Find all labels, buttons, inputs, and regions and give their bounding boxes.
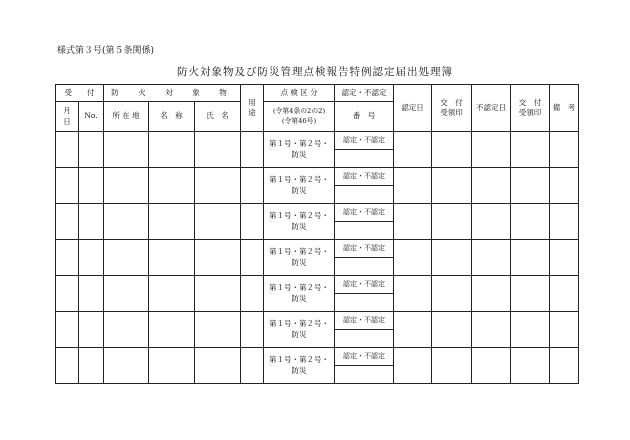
cell-nintei-funintei: 認定・不認定	[335, 168, 394, 186]
header-uketsuke: 受 付	[56, 85, 104, 102]
header-koufu-2	[511, 85, 550, 132]
cell-nintei-date[interactable]	[394, 348, 432, 384]
table-row	[56, 276, 579, 294]
cell-youto[interactable]	[241, 240, 264, 276]
tenken-kubun-line2: 防災	[291, 365, 307, 375]
cell-meishou[interactable]	[149, 204, 195, 240]
header-koufu-1	[432, 85, 472, 132]
cell-bikou[interactable]	[550, 132, 579, 168]
header-month: 月	[63, 106, 71, 116]
cell-nintei-date[interactable]	[394, 132, 432, 168]
table-row	[56, 240, 579, 258]
header-shozaichi: 所 在 地	[104, 102, 149, 132]
cell-shimei[interactable]	[195, 276, 241, 312]
cell-funintei-date[interactable]	[472, 204, 511, 240]
cell-month-day[interactable]	[56, 348, 79, 384]
cell-koufu-2[interactable]	[511, 348, 550, 384]
header-youto-top: 用	[248, 97, 256, 107]
cell-meishou[interactable]	[149, 348, 195, 384]
cell-koufu-2[interactable]	[511, 276, 550, 312]
cell-shimei[interactable]	[195, 240, 241, 276]
cell-koufu-1[interactable]	[432, 312, 472, 348]
cell-youto[interactable]	[241, 204, 264, 240]
tenken-kubun-line1: 第１号・第２号・	[269, 355, 330, 365]
header-no: No.	[79, 102, 104, 132]
header-koufu-1-top: 交 付	[440, 97, 463, 107]
tenken-kubun-line1: 第１号・第２号・	[269, 319, 330, 329]
cell-nintei-funintei: 認定・不認定	[335, 276, 394, 294]
header-koufu-2-top: 交 付	[518, 97, 542, 107]
cell-shozaichi[interactable]	[104, 276, 149, 312]
cell-month-day[interactable]	[56, 204, 79, 240]
cell-bikou[interactable]	[550, 168, 579, 204]
cell-nintei-date[interactable]	[394, 276, 432, 312]
cell-koufu-1[interactable]	[432, 348, 472, 384]
cell-shozaichi[interactable]	[104, 204, 149, 240]
cell-shimei[interactable]	[195, 312, 241, 348]
cell-koufu-2[interactable]	[511, 312, 550, 348]
cell-youto[interactable]	[241, 168, 264, 204]
cell-funintei-date[interactable]	[472, 276, 511, 312]
header-meishou: 名 称	[149, 102, 195, 132]
cell-youto[interactable]	[241, 132, 264, 168]
cell-no[interactable]	[79, 348, 104, 384]
header-bouka-taishoubutsu: 防 火 対 象 物	[104, 85, 241, 102]
header-koufu-1-bottom: 受領印	[440, 108, 463, 117]
table-row	[56, 132, 579, 150]
table-row	[56, 204, 579, 222]
cell-bikou[interactable]	[550, 240, 579, 276]
cell-tenken-kubun	[264, 348, 335, 384]
cell-bangou[interactable]	[335, 366, 394, 384]
cell-nintei-date[interactable]	[394, 312, 432, 348]
cell-tenken-kubun	[264, 240, 335, 276]
cell-no[interactable]	[79, 168, 104, 204]
tenken-kubun-line2: 防災	[291, 293, 307, 303]
cell-month-day[interactable]	[56, 276, 79, 312]
tenken-kubun-line2: 防災	[291, 149, 307, 159]
cell-shozaichi[interactable]	[104, 240, 149, 276]
header-day: 日	[63, 116, 71, 126]
cell-bangou[interactable]	[335, 222, 394, 240]
cell-shimei[interactable]	[195, 132, 241, 168]
cell-nintei-funintei: 認定・不認定	[335, 204, 394, 222]
cell-month-day[interactable]	[56, 132, 79, 168]
table-row	[56, 348, 579, 366]
cell-month-day[interactable]	[56, 240, 79, 276]
header-tenken-kubun: 点 検 区 分	[264, 85, 335, 102]
cell-bikou[interactable]	[550, 276, 579, 312]
cell-meishou[interactable]	[149, 168, 195, 204]
cell-nintei-funintei: 認定・不認定	[335, 348, 394, 366]
cell-meishou[interactable]	[149, 132, 195, 168]
cell-shozaichi[interactable]	[104, 348, 149, 384]
header-youto-bottom: 途	[248, 108, 256, 117]
header-tenken-sub1: (令第4条の2の2)	[272, 107, 326, 116]
tenken-kubun-line1: 第１号・第２号・	[269, 175, 330, 185]
cell-bangou[interactable]	[335, 258, 394, 276]
cell-tenken-kubun	[264, 312, 335, 348]
cell-shimei[interactable]	[195, 168, 241, 204]
cell-funintei-date[interactable]	[472, 168, 511, 204]
header-youto	[241, 85, 264, 132]
cell-koufu-1[interactable]	[432, 276, 472, 312]
cell-meishou[interactable]	[149, 240, 195, 276]
cell-meishou[interactable]	[149, 312, 195, 348]
tenken-kubun-line1: 第１号・第２号・	[269, 139, 330, 149]
form-number: 様式第３号(第５条関係)	[57, 46, 155, 56]
cell-meishou[interactable]	[149, 276, 195, 312]
tenken-kubun-line2: 防災	[291, 329, 307, 339]
tenken-kubun-line1: 第１号・第２号・	[269, 211, 330, 221]
cell-koufu-1[interactable]	[432, 204, 472, 240]
cell-month-day[interactable]	[56, 312, 79, 348]
cell-tenken-kubun	[264, 132, 335, 168]
cell-nintei-date[interactable]	[394, 204, 432, 240]
cell-koufu-1[interactable]	[432, 168, 472, 204]
page-title: 防火対象物及び防災管理点検報告特例認定届出処理簿	[177, 66, 453, 78]
cell-youto[interactable]	[241, 276, 264, 312]
cell-nintei-funintei: 認定・不認定	[335, 240, 394, 258]
cell-funintei-date[interactable]	[472, 132, 511, 168]
cell-bikou[interactable]	[550, 204, 579, 240]
cell-shimei[interactable]	[195, 348, 241, 384]
cell-shimei[interactable]	[195, 204, 241, 240]
header-bikou: 備 考	[550, 85, 579, 132]
cell-no[interactable]	[79, 132, 104, 168]
header-nintei-funintei: 認定・不認定	[335, 85, 394, 102]
cell-no[interactable]	[79, 312, 104, 348]
header-bangou: 番 号	[335, 102, 394, 132]
cell-youto[interactable]	[241, 312, 264, 348]
cell-no[interactable]	[79, 240, 104, 276]
cell-shozaichi[interactable]	[104, 132, 149, 168]
header-funintei-date: 不認定日	[472, 85, 511, 132]
tenken-kubun-line2: 防災	[291, 185, 307, 195]
header-tenken-sub2: (令第46号)	[281, 116, 317, 125]
cell-nintei-date[interactable]	[394, 240, 432, 276]
tenken-kubun-line2: 防災	[291, 257, 307, 267]
cell-bangou[interactable]	[335, 186, 394, 204]
cell-nintei-funintei: 認定・不認定	[335, 312, 394, 330]
cell-funintei-date[interactable]	[472, 348, 511, 384]
header-shimei: 氏 名	[195, 102, 241, 132]
cell-tenken-kubun	[264, 204, 335, 240]
cell-tenken-kubun	[264, 276, 335, 312]
cell-no[interactable]	[79, 276, 104, 312]
cell-bikou[interactable]	[550, 348, 579, 384]
tenken-kubun-line1: 第１号・第２号・	[269, 247, 330, 257]
cell-nintei-date[interactable]	[394, 168, 432, 204]
cell-koufu-1[interactable]	[432, 132, 472, 168]
cell-nintei-funintei: 認定・不認定	[335, 132, 394, 150]
cell-bangou[interactable]	[335, 330, 394, 348]
cell-koufu-2[interactable]	[511, 132, 550, 168]
ledger-table	[55, 84, 579, 384]
cell-koufu-2[interactable]	[511, 240, 550, 276]
cell-koufu-2[interactable]	[511, 204, 550, 240]
cell-funintei-date[interactable]	[472, 312, 511, 348]
tenken-kubun-line1: 第１号・第２号・	[269, 283, 330, 293]
cell-shozaichi[interactable]	[104, 312, 149, 348]
cell-koufu-2[interactable]	[511, 168, 550, 204]
table-row	[56, 312, 579, 330]
cell-tenken-kubun	[264, 168, 335, 204]
table-row	[56, 168, 579, 186]
cell-month-day[interactable]	[56, 168, 79, 204]
header-nintei-date: 認定日	[394, 85, 432, 132]
header-month-day	[56, 102, 79, 132]
cell-bangou[interactable]	[335, 150, 394, 168]
header-koufu-2-bottom: 受領印	[518, 108, 542, 117]
cell-bikou[interactable]	[550, 312, 579, 348]
cell-bangou[interactable]	[335, 294, 394, 312]
cell-koufu-1[interactable]	[432, 240, 472, 276]
cell-youto[interactable]	[241, 348, 264, 384]
tenken-kubun-line2: 防災	[291, 221, 307, 231]
cell-no[interactable]	[79, 204, 104, 240]
header-tenken-sub	[264, 102, 335, 132]
cell-shozaichi[interactable]	[104, 168, 149, 204]
cell-funintei-date[interactable]	[472, 240, 511, 276]
